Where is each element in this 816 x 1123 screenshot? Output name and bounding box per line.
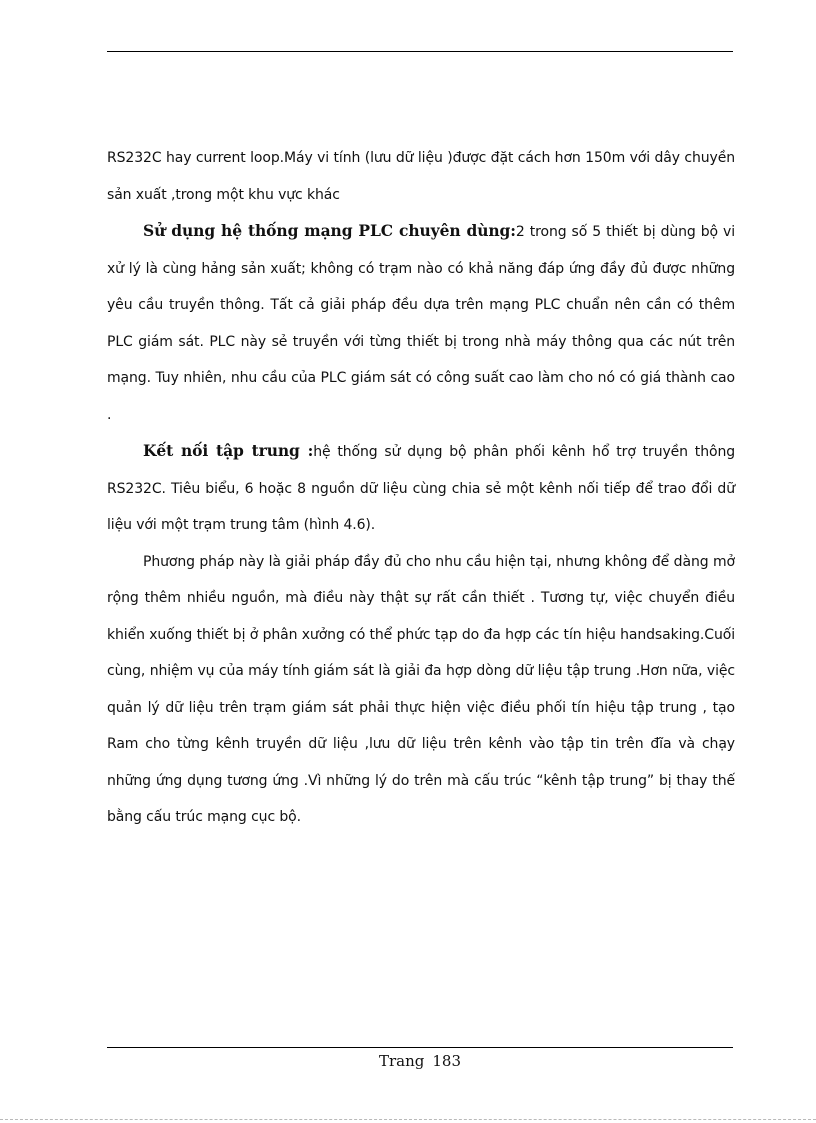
paragraph-text: 2 trong số 5 thiết bị dùng bộ vi xử lý là cùng hảng sản xuất; không có trạm nào có khả năng đáp ứng đầy đủ được những yêu cầu truyền thông. Tất cả giải pháp đều dựa trên mạng PLC chuẩn nên cần có thêm PLC giám sát. PLC này sẻ truyền với từng thiết bị trong nhà máy thông qua các nút trên mạng. Tuy nhiên, nhu cầu của PLC giám sát có công suất cao làm cho nó có giá thành cao .: [107, 224, 735, 423]
paragraph-plc-network: [107, 213, 735, 433]
footer-rule: [107, 1047, 733, 1048]
paragraph-continuation: [107, 140, 735, 213]
paragraph-heading: Sử dụng hệ thống mạng PLC chuyên dùng:: [143, 221, 516, 240]
header-rule: [107, 51, 733, 52]
paragraph-text: hệ thống sử dụng bộ phân phối kênh hổ trợ truyền thông RS232C. Tiêu biểu, 6 hoặc 8 nguồn dữ liệu cùng chia sẻ một kênh nối tiếp để trao đổi dữ liệu với một trạm trung tâm (hình 4.6).: [107, 444, 735, 533]
page-footer: [0, 1052, 816, 1070]
page-number: 183: [432, 1052, 462, 1070]
paragraph-method: [107, 544, 735, 836]
page-edge-divider: [0, 1119, 816, 1120]
document-body: [107, 140, 735, 836]
paragraph-text: Phương pháp này là giải pháp đầy đủ cho nhu cầu hiện tại, nhưng không để dàng mở rộng thêm nhiều nguồn, mà điều này thật sự rất cần thiết . Tương tự, việc chuyển điều khiển xuống thiết bị ở phân xưởng có thể phức tạp do đa hợp các tín hiệu handsaking.Cuối cùng, nhiệm vụ của máy tính giám sát là giải đa hợp dòng dữ liệu tập trung .Hơn nữa, việc quản lý dữ liệu trên trạm giám sát phải thực hiện việc điều phối tín hiệu tập trung , tạo Ram cho từng kênh truyền dữ liệu ,lưu dữ liệu trên kênh vào tập tin trên đĩa và chạy những ứng dụng tương ứng .Vì những lý do trên mà cấu trúc “kênh tập trung” bị thay thế bằng cấu trúc mạng cục bộ.: [107, 553, 735, 825]
paragraph-heading: Kết nối tập trung :: [143, 441, 314, 460]
paragraph-text: RS232C hay current loop.Máy vi tính (lưu dữ liệu )được đặt cách hơn 150m với dây chuyền sản xuất ,trong một khu vực khác: [107, 150, 735, 203]
paragraph-central-connection: [107, 433, 735, 544]
page-label: Trang: [378, 1052, 425, 1070]
